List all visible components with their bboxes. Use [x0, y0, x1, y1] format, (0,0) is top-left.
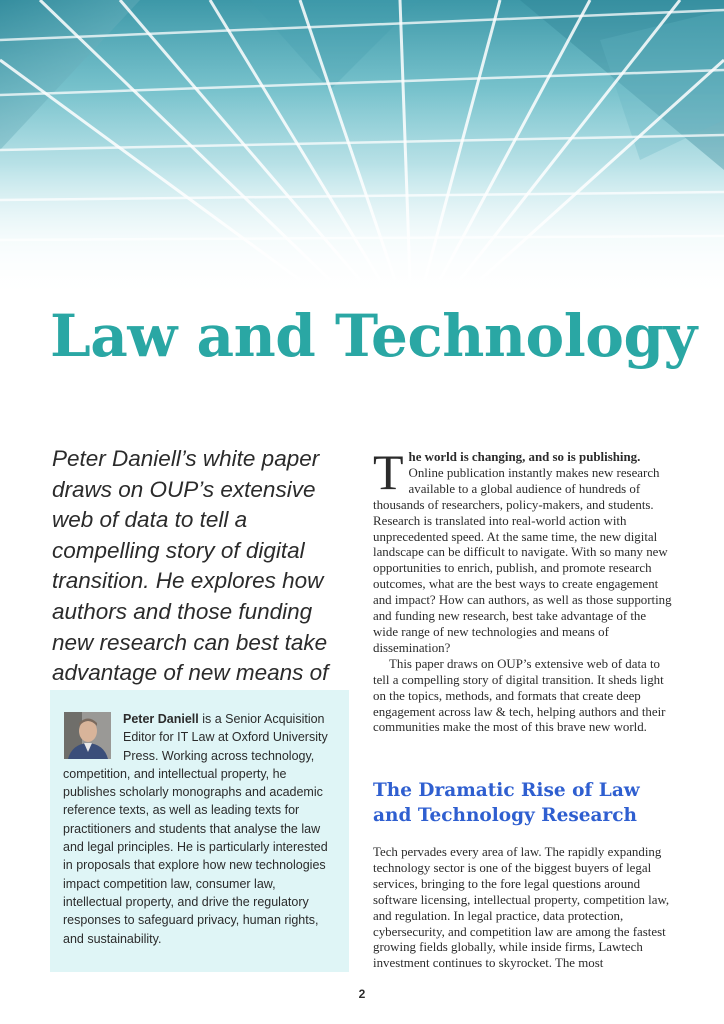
author-bio-text: is a Senior Acquisition Editor for IT Law at Oxford University Press. Working across technology, competition, and intellectual property, he publishes scholarly monographs and academic reference texts, as well as leading texts for practitioners and students that analyse the law and legal principles. He is particularly interested in proposals that explore how new technologies impact competition law, consumer law, intellectual property, and drive the regulatory responses to safeguard privacy, human rights, and sustainability. — [63, 712, 328, 946]
lead-sentence: he world is changing, and so is publishing. — [408, 450, 641, 464]
skyscraper-facade-illustration — [0, 0, 724, 300]
page-title: Law and Technology — [50, 302, 697, 370]
paragraph-1-text: Online publication instantly makes new research available to a global audience of hundreds of thousands of researchers, policy-makers, and students. Research is translated into real-world action with unprecedented speed. At the same time, the new digital landscape can be difficult to navigate. With so many new opportunities to enrich, publish, and promote research outcomes, what are the best ways to create engagement and impact? How can authors, as well as those supporting and funding new research, best take advantage of the wide range of new technologies and means of dissemination? — [373, 465, 672, 655]
intro-standfirst: Peter Daniell’s white paper draws on OUP’s extensive web of data to tell a compelling story of digital transition. He explores how authors and those funding new research can best take advantage of new means of — [52, 446, 329, 686]
article-paragraph-2: This paper draws on OUP’s extensive web of data to tell a compelling story of digital transition. It sheds light on the topics, methods, and formats that create deep engagement across law & tech, helping authors and their communities make the most of this brave new world. — [373, 656, 666, 735]
page-number: 2 — [358, 987, 366, 1001]
drop-cap: T — [373, 444, 404, 500]
section-heading: The Dramatic Rise of Law and Technology Research — [373, 780, 640, 826]
author-bio-box — [50, 690, 349, 972]
author-bio — [63, 710, 337, 948]
hero-image — [0, 0, 724, 300]
article-paragraph-1 — [373, 444, 673, 657]
author-portrait-photo — [64, 712, 111, 759]
article-section — [373, 845, 673, 972]
author-name: Peter Daniell — [123, 712, 199, 726]
article-paragraph-3: Tech pervades every area of law. The rapidly expanding technology sector is one of the biggest buyers of legal services, bringing to the fore legal questions around software licensing, intellectual property, competition law, and regulation. In legal practice, data protection, cybersecurity, and competition law are among the fastest growing fields globally, while inside firms, Lawtech investment continues to skyrocket. The most — [373, 845, 670, 971]
article-column — [373, 444, 673, 736]
